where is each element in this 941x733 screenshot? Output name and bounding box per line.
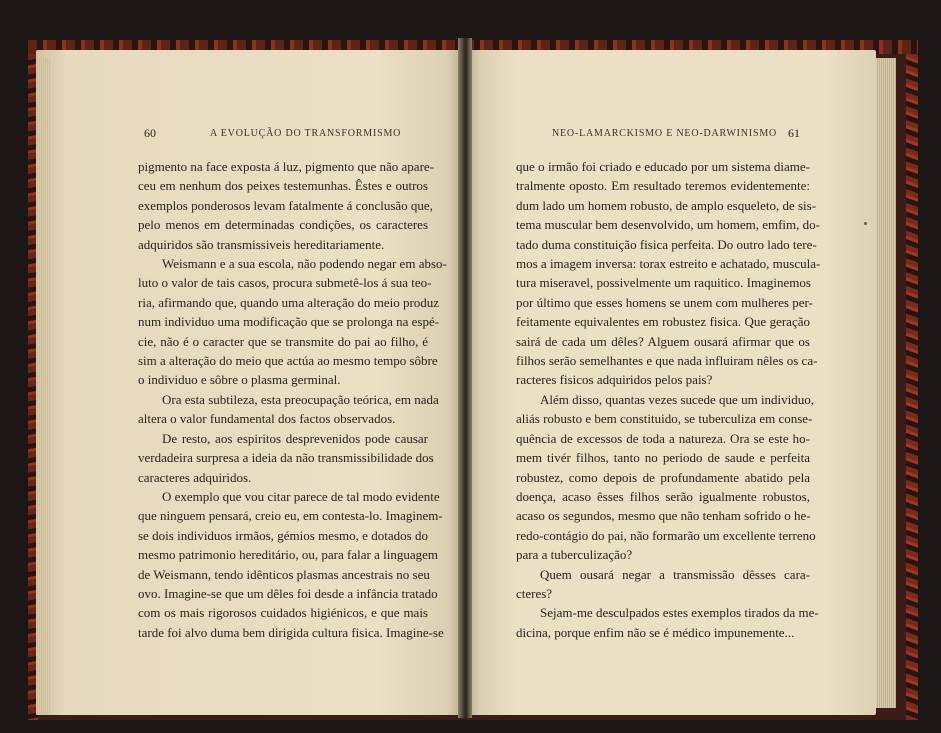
- text-line: tado duma constituição fisica perfeita. Do outro lado tere-: [516, 236, 817, 252]
- text-line: robustez, como depois de profundamente abatido pela: [516, 469, 810, 485]
- text-line: tura miseravel, possivelmente um raquitico. Imaginemos: [516, 275, 811, 291]
- text-line: dicina, porque enfim não se é médico impunemente...: [516, 624, 795, 640]
- text-line: luto o valor de tais casos, procura submetê-los á sua teo-: [138, 275, 432, 291]
- text-line: se dois individuos irmãos, gémios mesmo, e dotados do: [138, 527, 428, 543]
- text-line: O exemplo que vou citar parece de tal modo evidente: [162, 488, 440, 504]
- text-line: quência de excessos de toda a natureza. Ora se este ho-: [516, 430, 810, 446]
- left-page-number: 60: [144, 126, 156, 140]
- text-line: Quem ousará negar a transmissão dêsses cara-: [540, 566, 810, 582]
- text-line: doença, acaso êsses filhos serão igualmente robustos,: [516, 488, 810, 504]
- text-line: Além disso, quantas vezes sucede que um individuo,: [540, 391, 815, 407]
- text-line: redo-contágio do pai, não formarão um excellente terreno: [516, 527, 816, 543]
- text-line: adquiridos são transmissiveis hereditariamente.: [138, 236, 385, 252]
- text-line: dum lado um homem robusto, de amplo esqueleto, de sis-: [516, 197, 817, 213]
- text-line: pelo menos em determinadas condições, os caracteres: [138, 217, 428, 233]
- text-line: ria, afirmando que, quando uma alteração do meio produz: [138, 294, 440, 310]
- text-line: sairá de cada um dêles? Alguem ousará afirmar que os: [516, 333, 810, 349]
- text-line: num individuo uma modificação que se prolonga na espé-: [138, 314, 440, 330]
- text-line: que ninguem pensará, creio eu, em contesta-lo. Imaginem-: [138, 508, 443, 524]
- text-line: pigmento na face exposta á luz, pigmento que não apare-: [138, 159, 434, 174]
- page-blemish: [864, 222, 867, 225]
- text-line: mem tivér filhos, tanto no periodo de saude e perfeita: [516, 450, 810, 466]
- text-line: tralmente oposto. Em resultado teremos evidentemente:: [516, 178, 810, 194]
- text-line: que o irmão foi criado e educado por um sistema diame-: [516, 159, 810, 174]
- text-line: sim a alteração do meio que actúa ao mesmo tempo sôbre: [138, 353, 438, 369]
- text-line: mesmo patrimonio hereditário, ou, para falar a linguagem: [138, 547, 438, 563]
- text-line: para a tuberculização?: [516, 547, 633, 563]
- text-line: tarde foi alvo duma bem dirigida cultura fisica. Imagine-se: [138, 624, 444, 640]
- text-line: Sejam-me desculpados estes exemplos tirados da me-: [540, 605, 819, 621]
- right-page-stack: [876, 58, 896, 708]
- text-line: altera o valor fundamental dos factos observados.: [138, 411, 396, 427]
- text-line: o individuo e sôbre o plasma germinal.: [138, 372, 341, 388]
- left-page-stack: [36, 58, 50, 715]
- text-line: com os mais rigorosos cuidados higiénicos, e que mais: [138, 605, 428, 621]
- text-line: racteres fisicos adquiridos pelos pais?: [516, 372, 713, 388]
- text-line: Ora esta subtileza, esta preocupação teórica, em nada: [162, 391, 439, 407]
- text-line: acaso os segundos, mesmo que não tenham sofrido o he-: [516, 508, 811, 524]
- book-gutter: [458, 38, 472, 718]
- text-line: cteres?: [516, 585, 553, 601]
- right-running-header: NEO-LAMARCKISMO E NEO-DARWINISMO: [552, 128, 778, 139]
- text-line: tema muscular bem desenvolvido, um homem, emfim, do-: [516, 217, 820, 233]
- text-line: mos a imagem inversa: torax estreito e achatado, muscula-: [516, 256, 821, 272]
- text-line: verdadeira surpresa a ideia da não transmissibilidade dos: [138, 450, 434, 466]
- right-page-text: [516, 157, 821, 642]
- right-page-number: 61: [788, 126, 800, 140]
- text-line: aliás robusto e bem constituido, se tuberculiza em conse-: [516, 411, 813, 427]
- text-line: feitamente equivalentes em robustez fisica. Que geração: [516, 314, 810, 330]
- text-line: cie, não é o caracter que se transmite do pai ao filho, é: [138, 333, 428, 349]
- text-line: ceu em nenhum dos peixes testemunhas. Êstes e outros: [138, 178, 428, 194]
- left-running-header: A EVOLUÇÃO DO TRANSFORMISMO: [210, 128, 402, 139]
- marbled-edge-right: [906, 40, 918, 720]
- text-line: exemplos ponderosos levam fatalmente á conclusão que,: [138, 197, 433, 213]
- text-line: de Weismann, tendo idênticos plasmas ancestrais no seu: [138, 566, 430, 582]
- text-line: ovo. Imagine-se que um dêles foi desde a infância tratado: [138, 585, 438, 601]
- text-line: De resto, aos espiritos desprevenidos pode causar: [162, 430, 428, 446]
- text-line: filhos serão semelhantes e que nada influiram nêles os ca-: [516, 353, 818, 369]
- text-line: por último que esses homens se unem com mulheres per-: [516, 294, 813, 310]
- text-line: Weismann e a sua escola, não podendo negar em abso-: [162, 256, 447, 272]
- left-page-text: [138, 157, 447, 642]
- text-line: caracteres adquiridos.: [138, 469, 252, 485]
